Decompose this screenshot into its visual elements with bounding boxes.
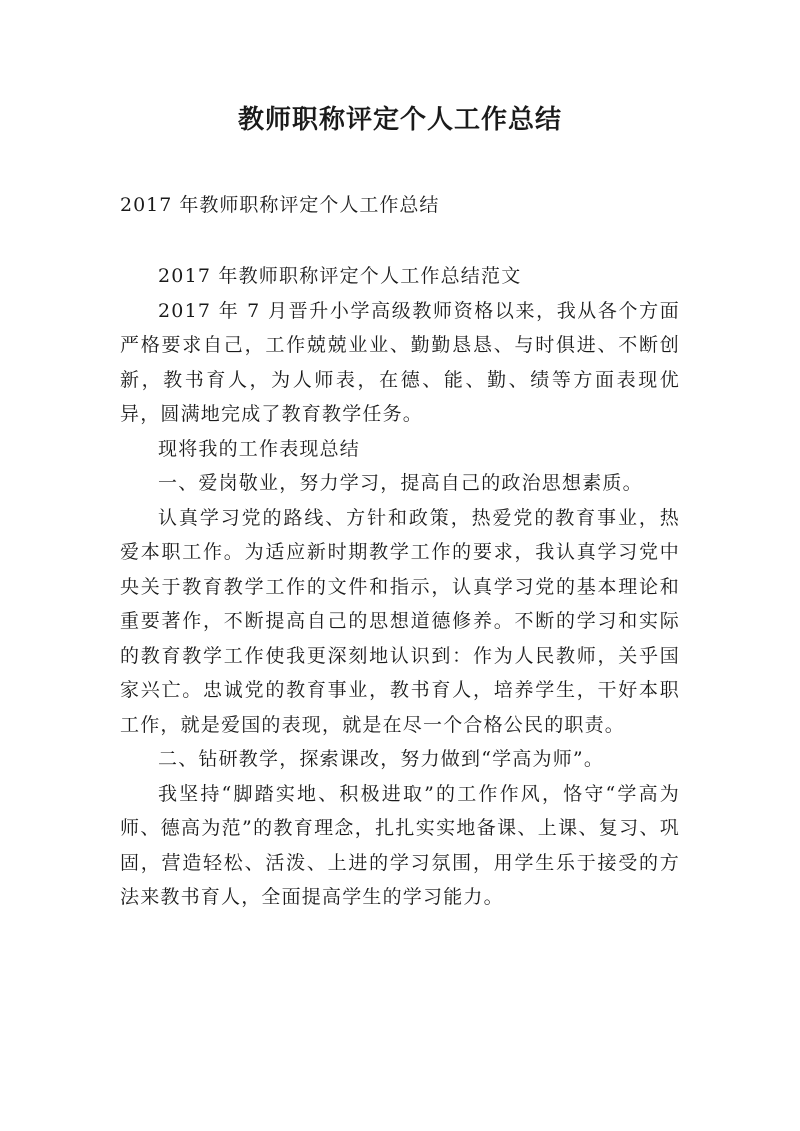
document-title: 教师职称评定个人工作总结 <box>237 105 562 135</box>
section-heading-1: 一、爱岗敬业，努力学习，提高自己的政治思想素质。 <box>158 472 643 494</box>
paragraph-summary-lead: 现将我的工作表现总结 <box>158 437 361 460</box>
paragraph-heading: 2017 年教师职称评定个人工作总结范文 <box>158 265 522 287</box>
document-body <box>120 259 680 915</box>
paragraph-intro: 2017 年 7 月晋升小学高级教师资格以来，我从各个方面严格要求自己，工作兢兢业业、勤勤恳恳、与时俱进、不断创新，教书育人，为人师表，在德、能、勤、绩等方面表现优异，圆满地完成了教育教学任务。 <box>120 299 680 425</box>
paragraph-section-2: 我坚持“脚踏实地、积极进取”的工作作风，恪守“学高为师、德高为范”的教育理念，扎扎实实地备课、上课、复习、巩固，营造轻松、活泼、上进的学习氛围，用学生乐于接受的方法来教书育人，全面提高学生的学习能力。 <box>120 782 680 908</box>
paragraph-section-1: 认真学习党的路线、方针和政策，热爱党的教育事业，热爱本职工作。为适应新时期教学工作的要求，我认真学习党中央关于教育教学工作的文件和指示，认真学习党的基本理论和重要著作，不断提高自己的思想道德修养。不断的学习和实际的教育教学工作使我更深刻地认识到：作为人民教师，关乎国家兴亡。忠诚党的教育事业，教书育人，培养学生，干好本职工作，就是爱国的表现，就是在尽一个合格公民的职责。 <box>120 506 680 736</box>
document-subtitle: 2017 年教师职称评定个人工作总结 <box>120 194 440 216</box>
section-heading-2: 二、钻研教学，探索课改，努力做到“学高为师”。 <box>158 748 605 770</box>
